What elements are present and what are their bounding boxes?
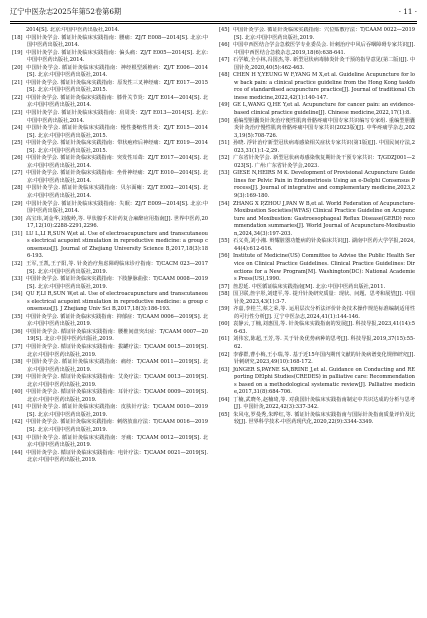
reference-item (12, 450, 208, 465)
reference-text: 中国针灸学会. 循证针灸临床实践指南：膝骨关节炎：ZJ/T E014—2014[S]. 北京:中国中医药出版社,2014. (26, 94, 208, 109)
reference-text: CHEN H Y,YEUNG W F,YANG M X,et al. Guideline Acupuncture for low back pain: a clinical practice guideline from the Hong Kong taskforce of standardised acupuncture practice[J]. Journal of traditional Chinese medicine,2022,42(1):140-147. (233, 72, 415, 101)
reference-item (12, 291, 208, 314)
reference-item (12, 80, 208, 95)
reference-item (219, 321, 415, 336)
reference-text: JüNGER S,PAYNE SA,BRINE J,et al. Guidance on Conducting and REporting DElphi Studies(CREDES) in palliative care: Recommendations based on a methodological systematic review[J]. Palliative medicine,2017,31(8):684-706. (233, 366, 415, 396)
reference-text: 中国针灸学会. 循证针灸临床实践指南：慢性萎缩性胃炎：ZJ/T E015—2014[S]. 北京:中国中医药出版社,2015. (26, 125, 208, 139)
reference-number: [61] (219, 336, 230, 343)
reference-item (12, 201, 208, 216)
journal-title: 辽宁中医杂志2025年第52卷第6期 (10, 7, 122, 16)
page-number: · 11 · (398, 7, 417, 16)
reference-number: [56] (219, 253, 230, 260)
reference-text: 中国针灸学会. 循证针灸临床实践指南：腰痛：ZJ/T E008—2014[S]. 北京:中国中医药出版社,2014. (26, 34, 208, 49)
reference-text: 中国针灸学会. 循证针灸临床实践指南：耳针疗法：T/CAAM 0009—2019[S]. 北京:中国中医药出版社,2019. (26, 389, 208, 403)
reference-number: [32] (12, 260, 23, 267)
reference-item (219, 367, 415, 397)
reference-number: [58] (219, 291, 230, 298)
reference-text: 中国针灸学会. 循证针灸临床实践指南：拔罐疗法：T/CAAM 0015—2019[S]. 北京:中国中医药出版社,2019. (26, 343, 208, 358)
reference-item (12, 389, 208, 404)
reference-number: [54] (219, 200, 230, 207)
reference-text: 中国针灸学会. 循证针灸临床实践指南：艾灸疗法：T/CAAM 0013—2019[S]. 北京:中国中医药出版社,2019. (26, 374, 208, 388)
reference-item (219, 57, 415, 72)
reference-text: 重编型胆囊炎针灸治疗便性肌肉骨骼疼痛中国专家共识编写专家组. 重编型胆囊炎针灸治疗慢性肌肉骨骼疼痛中国专家共识(2023版)[J]. 中华疼痛学杂志,2023,19(5):708-726. (233, 117, 415, 139)
reference-item (12, 35, 208, 50)
reference-item (219, 284, 415, 292)
reference-item (12, 50, 208, 65)
reference-number: [34] (12, 291, 23, 298)
reference-number: [53] (219, 170, 230, 177)
reference-item (219, 42, 415, 57)
reference-number: [43] (12, 434, 23, 441)
reference-number: [65] (219, 411, 230, 418)
reference-number: [21] (12, 79, 23, 86)
reference-text: 朱风屯,罗曼秀,朱晔红,等. 循证针灸临床实践指南与国际针灸指南质量评价及比较[J]. 世界科学技术-中医药现代化,2020,22(9):3344-3349. (233, 411, 415, 426)
reference-text: 中国针灸学会. 循证针灸临床实践指南：坐骨神经痛：ZJ/T E010—2014[S]. 北京:中国中医药出版社,2014. (26, 170, 208, 184)
reference-text: 孙晓. 浮针治疗新型冠状病毒感染相关症状专家共识(第1版)[J]. 中国民间疗法,2023,31(1):1-2,29. (233, 140, 415, 154)
reference-number: [57] (219, 283, 230, 290)
reference-text: 中国针灸学会. 循证针灸临床实践指南：肩周炎：ZJ/T E013—2014[S]. 北京:中国中医药出版社,2014. (26, 110, 208, 124)
header-rule (10, 21, 417, 22)
header-rule-thin (10, 23, 417, 24)
reference-number: [36] (12, 328, 23, 335)
reference-item (219, 306, 415, 321)
reference-text: 齐嘉,李桂兰,蔡之荣,等. 运用层次分析法评价针灸技术操作规范标准编制适用性的可行性分析[J]. 辽宁中医杂志,2024,41(1):144-146. (233, 306, 415, 320)
reference-text: 高宝玮,刘金华,刘俊岭,等. 甲状腺手术针药复合麻醉应用指南[J]. 世界中医药,2017,12(10):2288-2291,2296. (26, 215, 208, 230)
reference-item (219, 72, 415, 102)
reference-text: 2014[S]. 北京:中国中医药出版社,2014. (26, 27, 120, 33)
reference-number: [40] (12, 389, 23, 396)
reference-item (12, 329, 208, 344)
reference-text: ZHANG X P,ZHOU J,PAN W B,et al. World Federation of Acupuncture-Moxibustion Societies(WFAS) Clinical Practice Guideline on Acupuncture and Moxibustion: Gastroesophageal Reflux Disease(GERD) recommendation summaries[J]. World Journal of Acupuncture-Moxibustion,2024,34(3):197-203. (233, 200, 415, 237)
reference-number: [27] (12, 170, 23, 177)
reference-text: GE L,WANG Q,HE Y,et al. Acupuncture for cancer pain: an evidence-based clinical practice guideline[J]. Chinese medicine,2022,17(1):8. (233, 102, 415, 117)
reference-text: GIESE N,HEIRS M K. Development of Provisional Acupuncture Guidelines for Pelvic Pain in Endometriosis Using an e-Delphi Consensus Process[J]. Journal of integrative and complementary medicine,2023,29(3):169-180. (233, 170, 415, 200)
reference-text: QU F,LI R,SUN W,et al. Use of electroacupuncture and transcutaneous electrical acupoint stimulation in reproductive medicine: a group consensus[J]. J Zhejiang Univ Sci B,2017,18(3):186-193. (26, 291, 208, 313)
reference-number: [22] (12, 94, 23, 101)
reference-text: 袁静云,丁楠,刘惠国,等. 针灸临床实践指南的发展[J]. 科技导报,2023,41(14):56-63. (233, 321, 415, 335)
reference-item (219, 253, 415, 283)
reference-item (12, 216, 208, 231)
reference-item (12, 374, 208, 389)
reference-text: 中国针灸学会. 循证针灸临床实践指南：神经根型颈椎病：ZJ/T E006—2014[S]. 北京:中国中医药出版社,2014. (26, 64, 208, 79)
reference-number: [29] (12, 200, 23, 207)
reference-number: [47] (219, 57, 230, 64)
reference-text: 中国针灸学会. 循证针灸临床实践指南：痛经：T/CAAM 0011—2019[S]. 北京:中国中医药出版社,2019. (26, 359, 208, 373)
reference-item (219, 140, 415, 155)
reference-text: 中国针灸学会. 循证针灸临床实践指南：腰椎间盘突出症：T/CAAM 0007—2019[S]. 北京:中国中医药出版社,2019. (26, 328, 208, 343)
reference-number: [41] (12, 404, 23, 411)
reference-item (12, 435, 208, 450)
reference-number: [18] (12, 34, 23, 41)
reference-text: 中国针灸学会. 循证针灸临床实践指南：皮肤针疗法：T/CAAM 0010—2019[S]. 北京:中国中医药出版社,2019. (26, 404, 208, 418)
reference-text: 王军,王凯,王子阳,等. 针灸治疗焦虑障碍临床诊疗指南：T/CACM 023—2017[S]. 北京:中国中医药出版社,2019. (26, 260, 208, 275)
reference-column-right (219, 27, 415, 614)
reference-item (12, 344, 208, 359)
reference-text: 中国针灸学会. 循证针灸临床实践指南：突发性耳聋：ZJ/T E017—2014[S]. 北京:中国中医药出版社,2014. (26, 155, 208, 169)
reference-text: 中国针灸学会. 循证针灸临床实践指南：下肢静脉曲张：T/CAAM 0008—2019[S]. 北京:中国中医药出版社,2019. (26, 276, 208, 290)
reference-number: [45] (219, 27, 230, 33)
reference-number: [37] (12, 343, 23, 350)
reference-item (12, 155, 208, 170)
reference-text: Institute of Medicine(US) Committee to Advise the Public Health Service on Clinical Practice Guidelines. Clinical Practice Guidelines: Directions for a New Program[M]. Washington(DC): National Academies Press(US),1990. (233, 253, 415, 283)
reference-item (219, 238, 415, 253)
reference-item (12, 65, 208, 80)
reference-item (219, 102, 415, 117)
reference-number: [35] (12, 313, 23, 320)
reference-item (12, 359, 208, 374)
reference-text: 中国针灸学会. 循证针灸临床实践指南：贝尔面瘫：ZJ/T E002—2014[S]. 北京:中国中医药出版社,2014. (26, 185, 208, 200)
reference-text: 国卫联,詹宇彤,刘建平,等. 提升针灸研究质量：现状、问题、思考和展望[J]. 中国针灸,2023,43(1):3-7. (233, 291, 415, 305)
reference-item (219, 412, 415, 427)
reference-item (12, 185, 208, 200)
reference-column-left (12, 27, 208, 614)
reference-number: [42] (12, 419, 23, 426)
reference-text: LU L,LI R,SUN W,et al. Use of electroacupuncture and transcutaneous electrical acupoint stimulation in reproductive medicine: a group consensus[J]. Journal of Zhejiang University Science B,2017,18(3):186-193. (26, 230, 208, 260)
reference-number: [25] (12, 140, 23, 147)
reference-number: [30] (12, 215, 23, 222)
reference-number: [63] (219, 366, 230, 373)
reference-text: 中国针灸学会. 循证针灸临床实践指南：原发性三叉神经痛：ZJ/T E017—2015[S]. 北京:中国中医药出版社,2015. (26, 79, 208, 94)
reference-number: [52] (219, 155, 230, 162)
reference-number: [64] (219, 396, 230, 403)
reference-item (219, 27, 415, 42)
reference-item (12, 140, 208, 155)
reference-number: [44] (12, 449, 23, 456)
reference-text: 中国针灸学会. 循证针灸临床实践指南：牙痛：T/CAAM 0012—2019[S]. 北京:中国中医药出版社,2019. (26, 434, 208, 449)
reference-text: 中国针灸学会. 循证针灸临床实践指南：带状疱疹后神经痛：ZJ/T E019—2014[S]. 北京:中国中医药出版社,2015. (26, 140, 208, 154)
reference-number: [50] (219, 117, 230, 124)
reference-text: 刘伟宏,陈超,王芳,等. 关于针灸优势病种的思考[J]. 科技导报,2019,37(15):55-62. (233, 336, 415, 350)
reference-number: [49] (219, 102, 230, 109)
reference-item (12, 95, 208, 110)
reference-item (12, 419, 208, 434)
reference-item (219, 397, 415, 412)
reference-number: [51] (219, 140, 230, 147)
reference-item (219, 336, 415, 351)
reference-text: 中国针灸学会. 循证针灸临床实践指南：偏头痛：ZJ/T E005—2014[S]. 北京:中国中医药出版社,2014. (26, 49, 208, 64)
reference-number: [24] (12, 125, 23, 132)
reference-number: [55] (219, 238, 230, 245)
reference-text: 詹思延. 中医循证临床实践指南[M]. 北京:中国中医药出版社,2011. (233, 283, 386, 290)
reference-number: [20] (12, 64, 23, 71)
reference-number: [31] (12, 230, 23, 237)
reference-number: [38] (12, 359, 23, 366)
reference-item (12, 125, 208, 140)
reference-number: [39] (12, 374, 23, 381)
reference-text: 李睿群,曹小梅,王小瑞,等. 基于近15年国内期刊文献的针灸病谱变化规律研究[J]. 针刺研究,2023,49(10):168-172. (233, 351, 415, 366)
reference-number: [33] (12, 276, 23, 283)
reference-text: 石义英,刘小湘. 辩耀脏器功能病的针灸临床共识[J]. 湖南中医药大学学报,2024,44(4):612-616. (233, 238, 415, 252)
reference-text: 中国针灸学会. 循证针灸临床实践指南：抑郁症：T/CAAM 0006—2019[S]. 北京:中国中医药出版社,2019. (26, 313, 208, 328)
reference-item (12, 110, 208, 125)
reference-item (12, 261, 208, 276)
reference-text: 石学敏,全小林,冯国杰,等. 新型冠状病毒肺炎针灸干预的指导意见(第二版)[J]. 中国针灸,2020,40(5):462-463. (233, 57, 415, 71)
reference-item (12, 170, 208, 185)
reference-number: [23] (12, 110, 23, 117)
reference-number: [60] (219, 321, 230, 328)
reference-number: [48] (219, 72, 230, 79)
reference-text: 广东省针灸学会. 新型冠状病毒感染恢复期针灸干预专家共识：T/GDZJ001—2023[S]. 广州:广东省针灸学会,2023. (233, 155, 415, 169)
reference-item (219, 291, 415, 306)
reference-item (219, 352, 415, 367)
reference-number: [26] (12, 155, 23, 162)
reference-item (12, 404, 208, 419)
reference-item (12, 314, 208, 329)
reference-number: [28] (12, 185, 23, 192)
reference-item (219, 201, 415, 239)
reference-number: [62] (219, 351, 230, 358)
reference-text: 中国针灸学会. 循证针灸临床实践指南：刺络放血疗法：T/CAAM 0016—2019[S]. 北京:中国中医药出版社,2019. (26, 419, 208, 433)
reference-item (12, 27, 208, 35)
reference-number: [46] (219, 42, 230, 49)
reference-item (12, 231, 208, 261)
reference-text: 中国中西医结合学会急救医学专业委员会. 针刺治疗中风后吞咽障碍专家共识[J]. 中国中西医结合急救杂志,2019,18(6):638-641. (233, 42, 415, 56)
reference-number: [59] (219, 306, 230, 313)
reference-text: 中国针灸学会. 循证针灸临床实践指南：穴位贴敷疗法：T/CAAM 0022—2019[S]. 北京:中国中医药出版社,2019. (233, 27, 415, 41)
reference-text: 中国针灸学会. 循证针灸临床实践指南：电针疗法：T/CAAM 0021—2019[S]. 北京:中国中医药出版社,2019. (26, 449, 208, 464)
reference-number: [19] (12, 49, 23, 56)
reference-item (219, 155, 415, 170)
reference-item (219, 170, 415, 200)
reference-text: 中国针灸学会. 循证针灸临床实践指南：失眠：ZJ/T E009—2014[S]. 北京:中国中医药出版社,2014. (26, 200, 208, 215)
page-header (10, 6, 417, 18)
reference-text: 丁楠,武晓冬,赵楠琦,等. 对我国针灸临床实践指南制定中共识达成的分析与思考[J]. 中国针灸,2022,42(3):337-342. (233, 396, 415, 411)
reference-item (12, 276, 208, 291)
reference-item (219, 118, 415, 141)
